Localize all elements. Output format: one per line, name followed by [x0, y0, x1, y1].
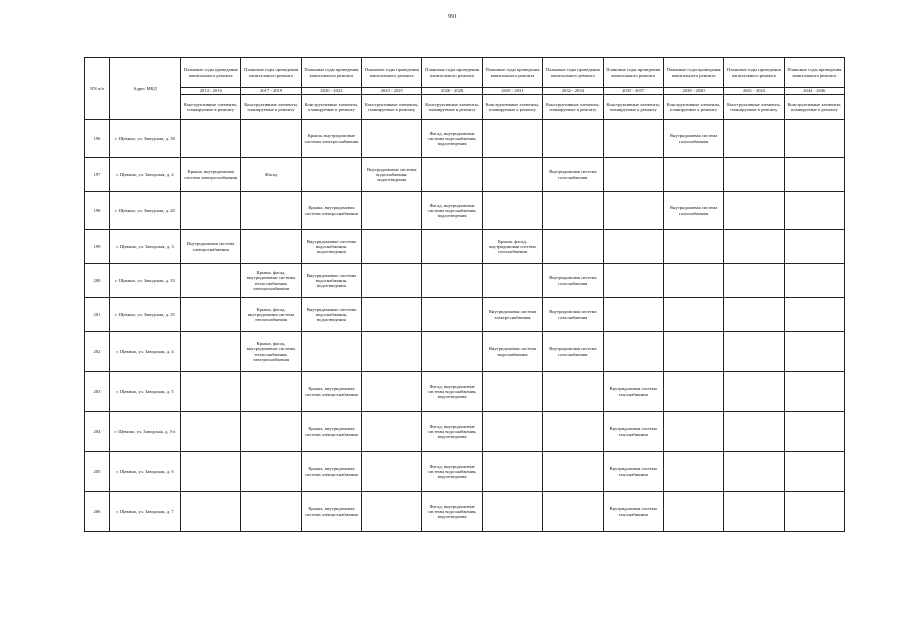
row-repair-cell [663, 298, 723, 332]
row-address: г. Щекино, ул. Заводская, д. 4 [110, 332, 181, 372]
row-repair-cell: Внутридомовая система газоснабжения [663, 192, 723, 230]
header-elements-label: Конструктивные элементы, планируемые к ремонту [663, 95, 723, 120]
row-repair-cell [241, 120, 301, 158]
row-number: 197 [85, 158, 110, 192]
header-elements-label: Конструктивные элементы, планируемые к ремонту [362, 95, 422, 120]
row-repair-cell [543, 452, 603, 492]
row-repair-cell: Внутридомовая система газоснабжения [543, 264, 603, 298]
row-repair-cell: Внутридомовая система газоснабжения [663, 120, 723, 158]
header-years-row [85, 88, 845, 95]
row-repair-cell [181, 264, 241, 298]
row-repair-cell [482, 264, 542, 298]
row-repair-cell [663, 332, 723, 372]
header-period-label: Плановые годы проведения капитального ремонта [422, 58, 482, 88]
row-repair-cell [422, 158, 482, 192]
row-repair-cell [422, 298, 482, 332]
row-repair-cell [724, 298, 784, 332]
row-repair-cell [362, 192, 422, 230]
header-address: Адрес МКД [110, 58, 181, 120]
header-year-range: 2023 - 2025 [362, 88, 422, 95]
header-period-label: Плановые годы проведения капитального ремонта [241, 58, 301, 88]
row-repair-cell: Крыша, внутридомовая система электроснабжения [301, 192, 361, 230]
row-repair-cell [603, 120, 663, 158]
header-period-label: Плановые годы проведения капитального ремонта [543, 58, 603, 88]
row-repair-cell [663, 412, 723, 452]
table-row [85, 230, 845, 264]
row-repair-cell [724, 492, 784, 532]
row-repair-cell: Внутридомовая система газоснабжения [543, 298, 603, 332]
header-year-range: 2041 - 2043 [724, 88, 784, 95]
table-header [85, 58, 845, 120]
table-row [85, 192, 845, 230]
table-row [85, 158, 845, 192]
row-repair-cell: Фасад, внутридомовые системы водоснабжения, водоотведения [422, 120, 482, 158]
row-repair-cell [543, 192, 603, 230]
row-repair-cell [543, 492, 603, 532]
row-repair-cell: Внутридомовая система газоснабжения [603, 412, 663, 452]
row-repair-cell [603, 158, 663, 192]
header-year-range: 2017 - 2019 [241, 88, 301, 95]
row-address: г. Щекино, ул. Заводская, д. 7 [110, 492, 181, 532]
row-repair-cell [482, 412, 542, 452]
row-repair-cell [663, 230, 723, 264]
row-repair-cell [362, 452, 422, 492]
row-repair-cell [724, 452, 784, 492]
row-address: г. Щекино, ул. Заводская, д. 35 [110, 298, 181, 332]
table-row [85, 372, 845, 412]
row-repair-cell [543, 412, 603, 452]
row-repair-cell [784, 372, 844, 412]
row-repair-cell [663, 158, 723, 192]
table-row [85, 412, 845, 452]
row-repair-cell [482, 492, 542, 532]
header-period-label: Плановые годы проведения капитального ремонта [663, 58, 723, 88]
row-address: г. Щекино, ул. Заводская, д. 33 [110, 264, 181, 298]
header-year-range: 2026 - 2028 [422, 88, 482, 95]
row-repair-cell [362, 298, 422, 332]
row-repair-cell: Крыша, внутридомовая система электроснабжения [181, 158, 241, 192]
repair-schedule-table [84, 57, 845, 532]
row-repair-cell [724, 264, 784, 298]
table-body [85, 120, 845, 532]
row-repair-cell [784, 298, 844, 332]
row-repair-cell [543, 120, 603, 158]
header-elements-label: Конструктивные элементы, планируемые к ремонту [784, 95, 844, 120]
row-repair-cell [724, 372, 784, 412]
header-year-range: 2020 - 2022 [301, 88, 361, 95]
row-repair-cell [181, 120, 241, 158]
row-repair-cell [301, 158, 361, 192]
row-number: 206 [85, 492, 110, 532]
header-year-range: 2014 - 2016 [181, 88, 241, 95]
row-repair-cell [603, 264, 663, 298]
row-repair-cell [663, 264, 723, 298]
header-period-label: Плановые годы проведения капитального ремонта [724, 58, 784, 88]
row-repair-cell [181, 492, 241, 532]
row-repair-cell [724, 192, 784, 230]
row-repair-cell: Внутридомовые системы водоснабжения, водоотведения [301, 264, 361, 298]
header-elements-label: Конструктивные элементы, планируемые к ремонту [724, 95, 784, 120]
row-repair-cell [422, 230, 482, 264]
row-repair-cell [241, 192, 301, 230]
row-repair-cell [724, 230, 784, 264]
row-repair-cell: Крыша, внутридомовая система электроснабжения [301, 412, 361, 452]
row-repair-cell [422, 332, 482, 372]
row-number: 198 [85, 192, 110, 230]
header-period-label: Плановые годы проведения капитального ремонта [362, 58, 422, 88]
row-repair-cell [724, 332, 784, 372]
row-repair-cell: Внутридомовая система водоснабжения [482, 332, 542, 372]
header-year-range: 2029 - 2031 [482, 88, 542, 95]
row-repair-cell [724, 120, 784, 158]
row-repair-cell: Внутридомовые системы водоснабжения, водоотведения [301, 298, 361, 332]
row-repair-cell [603, 230, 663, 264]
row-repair-cell: Фасад, внутридомовые системы водоснабжения, водоотведения [422, 192, 482, 230]
row-repair-cell [784, 452, 844, 492]
row-repair-cell [241, 372, 301, 412]
row-address: г. Щекино, ул. Заводская, д. 5 [110, 372, 181, 412]
row-repair-cell [181, 452, 241, 492]
header-year-range: 2038 - 2040 [663, 88, 723, 95]
row-repair-cell: Крыша, фасад, внутридомовая система теплоснабжения [241, 298, 301, 332]
table-row [85, 298, 845, 332]
row-repair-cell [784, 120, 844, 158]
table-row [85, 452, 845, 492]
row-repair-cell [181, 332, 241, 372]
header-elements-row [85, 95, 845, 120]
row-repair-cell: Фасад, внутридомовые системы водоснабжения, водоотведения [422, 452, 482, 492]
row-repair-cell: Внутридомовая система электроснабжения [181, 230, 241, 264]
row-repair-cell [181, 192, 241, 230]
header-period-row [85, 58, 845, 88]
row-repair-cell [482, 372, 542, 412]
header-period-label: Плановые годы проведения капитального ремонта [482, 58, 542, 88]
row-repair-cell: Внутридомовая система газоснабжения [603, 372, 663, 412]
row-repair-cell [362, 372, 422, 412]
row-number: 196 [85, 120, 110, 158]
row-repair-cell [784, 264, 844, 298]
row-repair-cell: Крыша, внутридомовая система электроснабжения [301, 452, 361, 492]
row-address: г. Щекино, ул. Заводская, д. 2 [110, 158, 181, 192]
row-repair-cell [181, 412, 241, 452]
header-elements-label: Конструктивные элементы, планируемые к ремонту [422, 95, 482, 120]
header-elements-label: Конструктивные элементы, планируемые к ремонту [603, 95, 663, 120]
row-number: 203 [85, 372, 110, 412]
table-row [85, 264, 845, 298]
header-elements-label: Конструктивные элементы, планируемые к ремонту [241, 95, 301, 120]
row-address: г. Щекино, ул. Заводская, д. 6 [110, 452, 181, 492]
row-repair-cell [482, 158, 542, 192]
row-repair-cell [482, 120, 542, 158]
row-repair-cell [241, 230, 301, 264]
row-repair-cell [482, 192, 542, 230]
row-number: 205 [85, 452, 110, 492]
row-repair-cell [543, 372, 603, 412]
header-year-range: 2032 - 2034 [543, 88, 603, 95]
row-repair-cell [241, 452, 301, 492]
row-address: г. Щекино, ул. Заводская, д. 3 [110, 230, 181, 264]
header-elements-label: Конструктивные элементы, планируемые к ремонту [181, 95, 241, 120]
row-number: 204 [85, 412, 110, 452]
header-period-label: Плановые годы проведения капитального ремонта [603, 58, 663, 88]
row-repair-cell: Крыша, внутридомовая система электроснабжения [301, 492, 361, 532]
row-repair-cell: Крыша, фасад, внутридомовые системы теплоснабжения, электроснабжения [241, 332, 301, 372]
row-repair-cell: Внутридомовая система газоснабжения [603, 492, 663, 532]
row-repair-cell [784, 492, 844, 532]
row-repair-cell [181, 372, 241, 412]
row-repair-cell [422, 264, 482, 298]
row-repair-cell: Внутридомовые системы водоснабжения, водоотведения [301, 230, 361, 264]
row-repair-cell: Фасад, внутридомовые системы водоснабжения, водоотведения [422, 492, 482, 532]
header-period-label: Плановые годы проведения капитального ремонта [784, 58, 844, 88]
table-row [85, 492, 845, 532]
row-repair-cell [482, 452, 542, 492]
row-repair-cell [603, 332, 663, 372]
row-address: г. Щекино, ул. Заводская, д. 20 [110, 192, 181, 230]
row-repair-cell [784, 192, 844, 230]
row-repair-cell: Фасад, внутридомовые системы водоснабжения, водоотведения [422, 412, 482, 452]
row-repair-cell [603, 298, 663, 332]
row-repair-cell [603, 192, 663, 230]
row-repair-cell: Фасад [241, 158, 301, 192]
row-repair-cell: Внутридомовые системы водоснабжения, водоотведения [362, 158, 422, 192]
row-address: г. Щекино, ул. Заводская, д. 5-а [110, 412, 181, 452]
row-repair-cell: Крыша, фасад, внутридомовые системы теплоснабжения, электроснабжения [241, 264, 301, 298]
row-repair-cell [784, 230, 844, 264]
row-repair-cell: Фасад, внутридомовые системы водоснабжения, водоотведения [422, 372, 482, 412]
header-period-label: Плановые годы проведения капитального ремонта [301, 58, 361, 88]
row-number: 202 [85, 332, 110, 372]
row-repair-cell: Крыша, фасад, внутридомовая система газоснабжения [482, 230, 542, 264]
header-elements-label: Конструктивные элементы, планируемые к ремонту [543, 95, 603, 120]
table-row [85, 332, 845, 372]
row-repair-cell [362, 230, 422, 264]
row-number: 201 [85, 298, 110, 332]
row-repair-cell [241, 412, 301, 452]
row-repair-cell [362, 264, 422, 298]
row-repair-cell [724, 412, 784, 452]
table-row [85, 120, 845, 158]
row-repair-cell [784, 332, 844, 372]
row-number: 200 [85, 264, 110, 298]
row-repair-cell [362, 412, 422, 452]
header-elements-label: Конструктивные элементы, планируемые к ремонту [301, 95, 361, 120]
row-repair-cell: Внутридомовая система газоснабжения [603, 452, 663, 492]
row-repair-cell [663, 452, 723, 492]
header-num: NN п/п [85, 58, 110, 120]
row-repair-cell: Внутридомовая система газоснабжения [543, 332, 603, 372]
row-repair-cell [663, 372, 723, 412]
header-year-range: 2035 - 2037 [603, 88, 663, 95]
row-repair-cell: Крыша, внутридомовая система электроснабжения [301, 372, 361, 412]
row-repair-cell [181, 298, 241, 332]
row-repair-cell [362, 120, 422, 158]
row-number: 199 [85, 230, 110, 264]
header-period-label: Плановые годы проведения капитального ремонта [181, 58, 241, 88]
row-address: г. Щекино, ул. Заводская, д. 18 [110, 120, 181, 158]
row-repair-cell [724, 158, 784, 192]
page-number: 991 [448, 14, 457, 20]
row-repair-cell: Крыша, внутридомовые системы электроснабжения [301, 120, 361, 158]
row-repair-cell [784, 412, 844, 452]
row-repair-cell [663, 492, 723, 532]
header-elements-label: Конструктивные элементы, планируемые к ремонту [482, 95, 542, 120]
row-repair-cell [241, 492, 301, 532]
row-repair-cell [362, 332, 422, 372]
row-repair-cell [301, 332, 361, 372]
row-repair-cell: Внутридомовая система электроснабжения [482, 298, 542, 332]
header-year-range: 2044 - 2046 [784, 88, 844, 95]
row-repair-cell: Внутридомовая система газоснабжения [543, 158, 603, 192]
row-repair-cell [543, 230, 603, 264]
row-repair-cell [362, 492, 422, 532]
row-repair-cell [784, 158, 844, 192]
